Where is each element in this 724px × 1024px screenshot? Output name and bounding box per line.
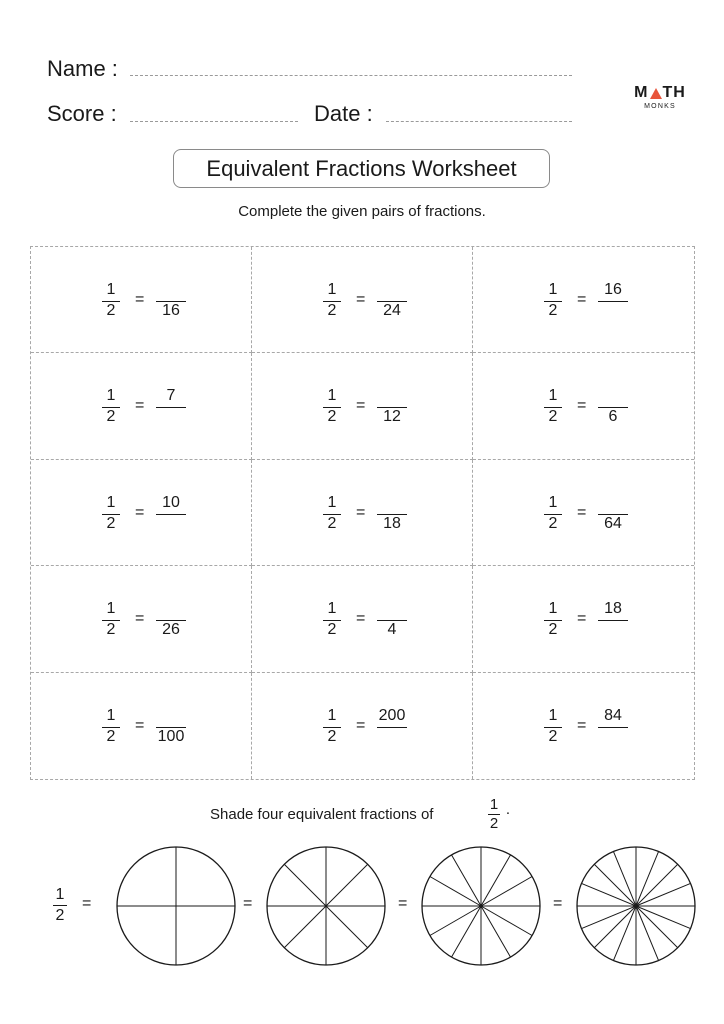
equals-sign: = bbox=[577, 291, 587, 308]
problem-cell bbox=[252, 460, 473, 566]
answer-denominator[interactable]: 6 bbox=[608, 408, 618, 426]
fraction-equation bbox=[543, 494, 663, 534]
circle-divider-line bbox=[284, 864, 326, 906]
equals-sign: = bbox=[82, 895, 92, 912]
fraction-equation bbox=[101, 600, 221, 640]
equals-sign: = bbox=[577, 503, 587, 521]
problem-cell bbox=[31, 353, 252, 459]
problem-cell bbox=[31, 566, 252, 672]
given-denominator: 2 bbox=[327, 727, 337, 745]
circle-divider-line bbox=[481, 855, 511, 906]
given-denominator: 2 bbox=[106, 621, 116, 639]
problem-cell bbox=[473, 353, 694, 459]
circle-divider-line bbox=[430, 877, 481, 907]
answer-denominator[interactable]: 16 bbox=[162, 302, 180, 319]
fraction-bar bbox=[598, 727, 628, 728]
worksheet-title-text: Equivalent Fractions Worksheet bbox=[206, 155, 517, 181]
circle-divider-line bbox=[452, 855, 482, 906]
fraction-circle-4-parts[interactable] bbox=[115, 845, 237, 967]
equals-sign: = bbox=[356, 503, 366, 521]
score-field[interactable] bbox=[130, 121, 298, 122]
given-numerator: 1 bbox=[106, 493, 116, 511]
given-numerator: 1 bbox=[548, 706, 558, 724]
given-numerator: 1 bbox=[106, 281, 116, 298]
equals-sign: = bbox=[135, 716, 145, 734]
fraction-equation bbox=[322, 494, 442, 534]
equals-sign: = bbox=[577, 716, 587, 734]
given-numerator: 1 bbox=[327, 281, 337, 298]
given-denominator: 2 bbox=[327, 302, 337, 319]
problem-cell bbox=[252, 247, 473, 353]
circle-divider-line bbox=[430, 906, 481, 936]
shade-frac-numerator: 1 bbox=[489, 796, 499, 813]
problem-cell bbox=[252, 353, 473, 459]
equals-sign: = bbox=[135, 610, 145, 628]
answer-numerator[interactable]: 16 bbox=[604, 281, 622, 298]
answer-denominator[interactable]: 64 bbox=[604, 514, 622, 532]
fraction-equation bbox=[322, 600, 442, 640]
given-denominator: 2 bbox=[548, 514, 558, 532]
fraction-equation bbox=[101, 281, 221, 321]
given-denominator: 2 bbox=[327, 408, 337, 426]
equals-sign: = bbox=[356, 291, 366, 308]
given-numerator: 1 bbox=[106, 387, 116, 405]
fraction-bar bbox=[598, 620, 628, 621]
name-field[interactable] bbox=[130, 75, 572, 76]
given-denominator: 2 bbox=[327, 514, 337, 532]
given-numerator: 1 bbox=[327, 600, 337, 618]
circle-divider-line bbox=[481, 906, 511, 957]
circle-divider-line bbox=[481, 877, 532, 907]
logo-triangle-icon bbox=[650, 88, 662, 99]
circle-divider-line bbox=[594, 906, 636, 948]
circle-divider-line bbox=[452, 906, 482, 957]
fraction-bar bbox=[156, 514, 186, 515]
given-numerator: 1 bbox=[548, 387, 558, 405]
given-denominator: 2 bbox=[548, 408, 558, 426]
answer-numerator[interactable]: 7 bbox=[166, 387, 176, 405]
circle-divider-line bbox=[326, 906, 368, 948]
name-label: Name : bbox=[47, 56, 118, 81]
shade-period: . bbox=[505, 801, 511, 818]
given-numerator: 1 bbox=[106, 600, 116, 618]
given-numerator: 1 bbox=[327, 493, 337, 511]
answer-denominator[interactable]: 24 bbox=[383, 302, 401, 319]
problem-cell bbox=[473, 460, 694, 566]
date-field[interactable] bbox=[386, 121, 572, 122]
equals-sign: = bbox=[243, 895, 253, 912]
equals-sign: = bbox=[577, 610, 587, 628]
circle-divider-line bbox=[284, 906, 326, 948]
math-monks-logo bbox=[630, 84, 690, 110]
circle-divider-line bbox=[594, 864, 636, 906]
circle-divider-line bbox=[326, 864, 368, 906]
fraction-bar bbox=[377, 727, 407, 728]
given-denominator: 2 bbox=[548, 302, 558, 319]
given-denominator: 2 bbox=[106, 514, 116, 532]
equals-sign: = bbox=[135, 291, 145, 308]
lhs-bar bbox=[53, 905, 67, 906]
equals-sign: = bbox=[398, 895, 408, 912]
fraction-circle-8-parts[interactable] bbox=[265, 845, 387, 967]
lhs-denominator: 2 bbox=[55, 907, 65, 924]
answer-denominator[interactable]: 4 bbox=[387, 621, 397, 639]
shade-frac-denominator: 2 bbox=[489, 815, 499, 832]
given-denominator: 2 bbox=[106, 408, 116, 426]
equals-sign: = bbox=[356, 610, 366, 628]
fraction-equation bbox=[322, 707, 442, 747]
fraction-equation bbox=[543, 600, 663, 640]
fraction-circle-16-parts[interactable] bbox=[575, 845, 697, 967]
fraction-equation bbox=[543, 387, 663, 427]
date-label: Date : bbox=[314, 101, 373, 126]
answer-numerator[interactable]: 200 bbox=[378, 706, 406, 724]
answer-numerator[interactable]: 84 bbox=[604, 706, 622, 724]
given-denominator: 2 bbox=[106, 302, 116, 319]
given-denominator: 2 bbox=[106, 727, 116, 745]
fraction-bar bbox=[598, 301, 628, 302]
circle-divider-line bbox=[481, 906, 532, 936]
answer-denominator[interactable]: 18 bbox=[383, 514, 401, 532]
equals-sign: = bbox=[135, 503, 145, 521]
problem-cell bbox=[31, 673, 252, 779]
lhs-numerator: 1 bbox=[55, 886, 65, 903]
logo-text-right: TH bbox=[662, 84, 686, 101]
logo-subtext: MONKS bbox=[644, 103, 676, 110]
problem-cell bbox=[473, 247, 694, 353]
equals-sign: = bbox=[135, 397, 145, 415]
equals-sign: = bbox=[553, 895, 563, 912]
logo-text-left: M bbox=[634, 84, 649, 101]
problem-cell bbox=[473, 566, 694, 672]
given-numerator: 1 bbox=[327, 387, 337, 405]
problems-grid bbox=[30, 246, 695, 780]
score-label: Score : bbox=[47, 101, 117, 126]
fraction-equation bbox=[101, 494, 221, 534]
given-numerator: 1 bbox=[327, 706, 337, 724]
given-numerator: 1 bbox=[548, 600, 558, 618]
answer-denominator[interactable]: 100 bbox=[157, 727, 185, 745]
equals-sign: = bbox=[356, 716, 366, 734]
problem-cell bbox=[252, 673, 473, 779]
fraction-equation bbox=[101, 707, 221, 747]
fraction-bar bbox=[156, 407, 186, 408]
given-denominator: 2 bbox=[548, 621, 558, 639]
shade-instruction bbox=[210, 806, 433, 823]
equals-sign: = bbox=[356, 397, 366, 415]
given-numerator: 1 bbox=[548, 281, 558, 298]
fraction-equation bbox=[543, 281, 663, 321]
problem-cell bbox=[252, 566, 473, 672]
fraction-equation bbox=[322, 387, 442, 427]
problem-cell bbox=[31, 247, 252, 353]
answer-numerator[interactable]: 18 bbox=[604, 600, 622, 618]
shade-instruction-text: Shade four equivalent fractions of bbox=[210, 806, 434, 823]
worksheet-title bbox=[173, 149, 550, 188]
fraction-circle-12-parts[interactable] bbox=[420, 845, 542, 967]
given-numerator: 1 bbox=[106, 706, 116, 724]
problem-cell bbox=[473, 673, 694, 779]
fraction-equation bbox=[101, 387, 221, 427]
fraction-equation bbox=[322, 281, 442, 321]
instruction-text: Complete the given pairs of fractions. bbox=[238, 203, 486, 220]
given-denominator: 2 bbox=[548, 727, 558, 745]
circle-divider-line bbox=[636, 864, 678, 906]
given-denominator: 2 bbox=[327, 621, 337, 639]
answer-denominator[interactable]: 26 bbox=[162, 621, 180, 639]
given-numerator: 1 bbox=[548, 493, 558, 511]
fraction-equation bbox=[543, 707, 663, 747]
answer-denominator[interactable]: 12 bbox=[383, 408, 401, 426]
equals-sign: = bbox=[577, 397, 587, 415]
problem-cell bbox=[31, 460, 252, 566]
answer-numerator[interactable]: 10 bbox=[162, 493, 180, 511]
circle-divider-line bbox=[636, 906, 678, 948]
